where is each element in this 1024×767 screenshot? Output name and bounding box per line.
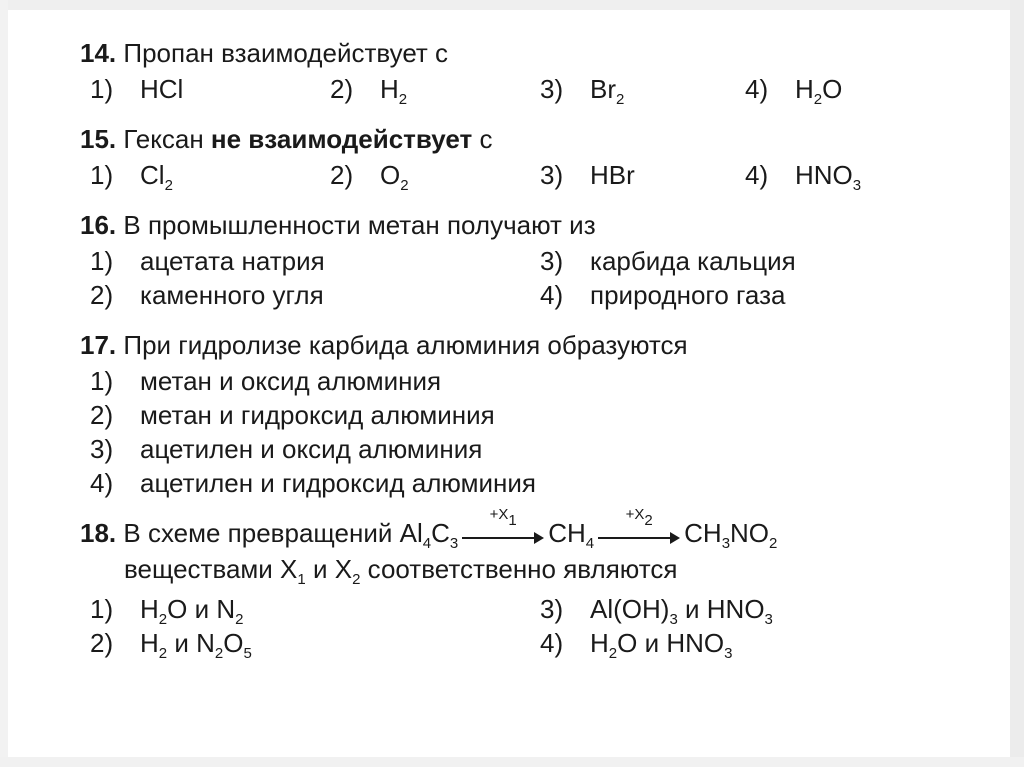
arrow-label: $+X_1$ [489,506,517,530]
answer-option-2[interactable] [90,398,495,432]
frame-right [1010,0,1024,767]
answer-option-1[interactable] [90,72,183,106]
option-number: 4) [745,160,769,190]
option-subscript: 3 [852,177,862,194]
subscript: 2 [352,571,361,588]
question-text: соответственно являются [367,554,678,584]
option-number: 4) [745,74,769,104]
option-number: 1) [90,160,114,190]
option-number: 3) [540,246,564,276]
question-text: Пропан взаимодействует с [123,38,449,68]
option-subscript: 2 [616,91,625,108]
question-16 [80,208,880,312]
answer-row [80,244,880,278]
option-text: природного газа [590,280,786,310]
answer-row [80,72,880,106]
option-number: 3) [540,160,564,190]
answer-option-2[interactable]: 2) $H_2$ и $N_2O_5$ [90,628,252,662]
answer-option-4[interactable] [540,278,785,312]
option-number: 4) [90,468,114,498]
question-number: 14. [80,38,117,68]
answer-option-1[interactable] [90,244,325,278]
option-text: каменного угля [140,280,324,310]
option-text: ацетилен и гидроксид алюминия [140,468,536,498]
answer-row [80,626,880,660]
answer-option-4[interactable] [90,466,536,500]
scheme-end: $CH_3NO_2$ [684,518,778,552]
frame-bottom [0,757,1024,767]
frame-left [0,0,8,767]
option-number: 4) [540,280,564,310]
answer-row [80,466,880,500]
option-number: 1) [90,594,114,624]
subscript: 1 [297,571,306,588]
option-subscript: 2 [813,91,823,108]
question-text: Гексан [123,124,204,154]
option-text: HBr [590,160,635,190]
question-number: 17. [80,330,117,360]
option-number: 1) [90,246,114,276]
scheme-middle: $CH_4$ [548,518,595,552]
option-text: метан и гидроксид алюминия [140,400,495,430]
answer-option-4[interactable] [745,158,861,192]
question-18 [80,506,880,662]
answer-option-3[interactable] [540,244,796,278]
question-18-stem [80,506,880,552]
option-number: 2) [90,628,114,658]
option-number: 1) [90,74,114,104]
option-number: 3) [540,594,564,624]
answer-option-4[interactable] [745,72,842,106]
answer-option-3[interactable] [90,432,482,466]
question-text: и X [312,554,353,584]
question-14-stem [80,36,880,72]
answer-option-3[interactable] [540,158,635,192]
answer-row [80,364,880,398]
question-18-stem-line2 [80,552,880,586]
answer-option-3[interactable]: 3) $Al(OH)_3$ и $HNO_3$ [540,594,773,628]
answer-row [80,398,880,432]
reaction-arrow-2 [598,506,680,547]
option-text: карбида кальция [590,246,796,276]
question-emphasis: не взаимодействует [210,124,473,154]
arrow-label: $+X_2$ [625,506,653,530]
answer-row [80,278,880,312]
answer-option-2[interactable] [90,278,324,312]
question-text: В схеме превращений [123,518,393,548]
option-text: ацетилен и оксид алюминия [140,434,483,464]
question-17-stem [80,328,880,364]
option-subscript: 2 [164,177,173,194]
option-number: 2) [330,160,354,190]
option-text: O [822,74,843,104]
option-text: HNO [795,160,853,190]
question-text: При гидролизе карбида алюминия образуются [123,330,688,360]
question-15-stem [80,122,880,158]
question-14 [80,36,880,106]
option-text: H [795,74,814,104]
answer-option-3[interactable] [540,72,624,106]
option-subscript: 2 [400,177,409,194]
reaction-arrow-1 [462,506,544,547]
option-text: Cl [140,160,165,190]
question-text: с [479,124,493,154]
question-text: веществами X [124,554,298,584]
option-text: метан и оксид алюминия [140,366,442,396]
answer-option-1[interactable]: 1) $H_2O$ и $N_2$ [90,594,244,628]
question-15 [80,122,880,192]
answer-option-2[interactable] [330,72,407,106]
answer-row [80,432,880,466]
answer-row [80,592,880,626]
option-number: 3) [90,434,114,464]
answer-option-2[interactable] [330,158,409,192]
option-number: 2) [330,74,354,104]
option-text: Br [590,74,616,104]
question-17 [80,328,880,500]
option-number: 2) [90,280,114,310]
answer-row [80,158,880,192]
option-text: ацетата натрия [140,246,325,276]
option-subscript: 2 [398,91,408,108]
option-number: 4) [540,628,564,658]
test-page [80,36,880,660]
question-16-stem [80,208,880,244]
answer-option-4[interactable]: 4) $H_2O$ и $HNO_3$ [540,628,733,662]
answer-option-1[interactable] [90,158,173,192]
question-number: 16. [80,210,117,240]
frame-top [0,0,1024,10]
option-text: HCl [140,74,184,104]
answer-option-1[interactable] [90,364,441,398]
option-text: O [380,160,401,190]
option-number: 2) [90,400,114,430]
question-number: 18. [80,518,117,548]
question-number: 15. [80,124,117,154]
option-text: H [380,74,399,104]
option-number: 1) [90,366,114,396]
scheme-start: $Al_4C_3$ [399,518,459,552]
option-number: 3) [540,74,564,104]
question-text: В промышленности метан получают из [123,210,596,240]
